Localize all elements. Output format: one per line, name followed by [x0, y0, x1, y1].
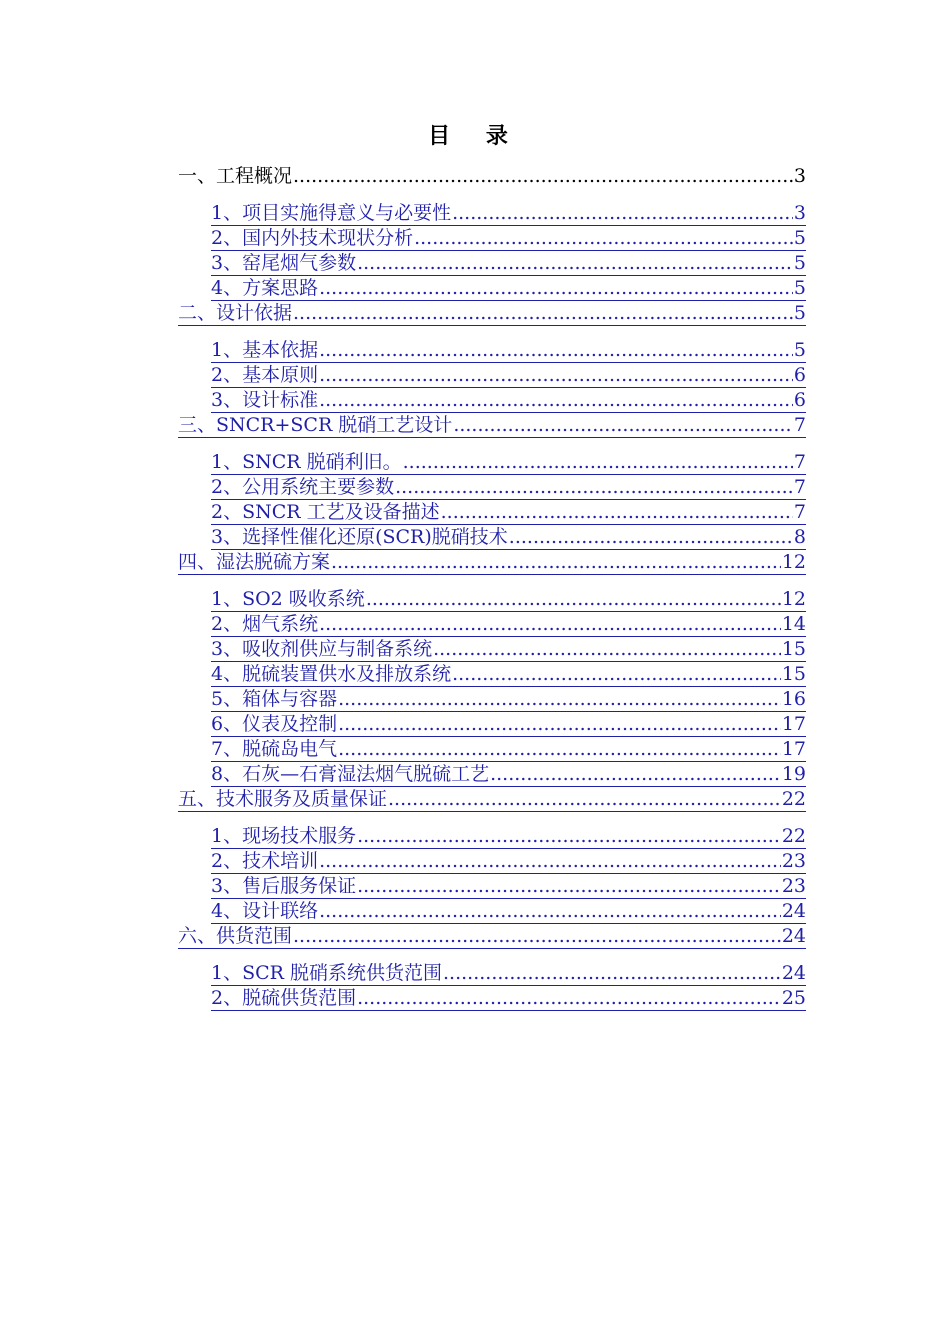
- toc-subsection-entry[interactable]: [211, 276, 806, 301]
- toc-page-number: 5: [793, 277, 806, 299]
- toc-entry-label: 2、脱硫供货范围: [211, 987, 357, 1009]
- toc-subsection-entry[interactable]: [211, 363, 806, 388]
- toc-page-number: 5: [793, 302, 806, 324]
- toc-dot-leader: [331, 550, 781, 574]
- toc-page-number: 24: [781, 900, 806, 922]
- toc-dot-leader: [357, 986, 781, 1010]
- toc-page-number: 19: [781, 763, 806, 785]
- toc-subsection-entry[interactable]: [211, 737, 806, 762]
- toc-entry-label: 2、基本原则: [211, 364, 319, 386]
- toc-dot-leader: [319, 388, 793, 412]
- toc-page-number: 7: [793, 414, 806, 436]
- toc-entry-label: 四、湿法脱硫方案: [178, 551, 331, 573]
- toc-page-number: 3: [793, 202, 806, 224]
- toc-dot-leader: [453, 413, 793, 437]
- toc-page-number: 15: [781, 663, 806, 685]
- toc-entry-label: 一、工程概况: [178, 165, 293, 187]
- toc-dot-leader: [338, 737, 781, 761]
- toc-page-number: 6: [793, 364, 806, 386]
- toc-entry-label: 二、设计依据: [178, 302, 293, 324]
- toc-entry-label: 6、仪表及控制: [211, 713, 338, 735]
- toc-entry-label: 1、基本依据: [211, 339, 319, 361]
- toc-entry-label: 1、SO2 吸收系统: [211, 588, 365, 610]
- toc-dot-leader: [441, 500, 793, 524]
- toc-subsection-entry[interactable]: [211, 226, 806, 251]
- toc-entry-label: 1、现场技术服务: [211, 825, 357, 847]
- toc-dot-leader: [338, 687, 781, 711]
- toc-dot-leader: [293, 164, 793, 188]
- toc-dot-leader: [319, 899, 781, 923]
- toc-section-entry[interactable]: [178, 550, 806, 575]
- toc-entry-label: 2、国内外技术现状分析: [211, 227, 414, 249]
- toc-entry-label: 1、SCR 脱硝系统供货范围: [211, 962, 442, 984]
- toc-entry-label: 六、供货范围: [178, 925, 293, 947]
- toc-entry-label: 4、脱硫装置供水及排放系统: [211, 663, 452, 685]
- toc-subsection-entry[interactable]: [211, 338, 806, 363]
- toc-subsection-entry[interactable]: [211, 612, 806, 637]
- toc-page-number: 24: [781, 925, 806, 947]
- toc-entry-label: 2、烟气系统: [211, 613, 319, 635]
- toc-section-entry[interactable]: [178, 413, 806, 438]
- toc-dot-leader: [357, 874, 781, 898]
- toc-subsection-entry[interactable]: [211, 712, 806, 737]
- toc-subsection-entry[interactable]: [211, 251, 806, 276]
- toc-dot-leader: [388, 787, 781, 811]
- toc-dot-leader: [433, 637, 781, 661]
- toc-page-number: 17: [781, 713, 806, 735]
- toc-subsection-entry[interactable]: [211, 525, 806, 550]
- toc-entry-label: 3、窑尾烟气参数: [211, 252, 357, 274]
- toc-dot-leader: [319, 849, 781, 873]
- toc-section-entry[interactable]: [178, 787, 806, 812]
- toc-title: 目 录: [428, 123, 522, 149]
- toc-entry-label: 3、设计标准: [211, 389, 319, 411]
- toc-dot-leader: [319, 363, 793, 387]
- toc-entry-label: 3、吸收剂供应与制备系统: [211, 638, 433, 660]
- toc-dot-leader: [366, 587, 781, 611]
- toc-page-number: 7: [793, 451, 806, 473]
- toc-subsection-entry[interactable]: [211, 637, 806, 662]
- toc-page-number: 5: [793, 227, 806, 249]
- toc-dot-leader: [395, 475, 793, 499]
- toc-dot-leader: [509, 525, 793, 549]
- toc-entry-label: 5、箱体与容器: [211, 688, 338, 710]
- toc-page-number: 25: [781, 987, 806, 1009]
- toc-section-entry[interactable]: [178, 301, 806, 326]
- toc-entry-label: 3、选择性催化还原(SCR)脱硝技术: [211, 526, 508, 548]
- toc-dot-leader: [293, 301, 793, 325]
- toc-entry-label: 五、技术服务及质量保证: [178, 788, 388, 810]
- toc-subsection-entry[interactable]: [211, 874, 806, 899]
- toc-entry-label: 2、技术培训: [211, 850, 319, 872]
- toc-entry-label: 1、项目实施得意义与必要性: [211, 202, 452, 224]
- toc-page-number: 24: [781, 962, 806, 984]
- toc-page-number: 3: [793, 165, 806, 187]
- toc-subsection-entry[interactable]: [211, 388, 806, 413]
- toc-entry-label: 2、SNCR 工艺及设备描述: [211, 501, 440, 523]
- toc-dot-leader: [414, 226, 793, 250]
- toc-entry-label: 3、售后服务保证: [211, 875, 357, 897]
- toc-dot-leader: [490, 762, 781, 786]
- toc-entry-label: 1、SNCR 脱硝利旧。: [211, 451, 402, 473]
- toc-subsection-entry[interactable]: [211, 899, 806, 924]
- toc-dot-leader: [403, 450, 793, 474]
- toc-dot-leader: [357, 824, 781, 848]
- toc-dot-leader: [319, 276, 793, 300]
- toc-dot-leader: [293, 924, 781, 948]
- toc-page-number: 8: [793, 526, 806, 548]
- toc-page-number: 15: [781, 638, 806, 660]
- toc-page-number: 22: [781, 825, 806, 847]
- toc-subsection-entry[interactable]: [211, 762, 806, 787]
- toc-section-entry[interactable]: [178, 924, 806, 949]
- toc-page-number: 6: [793, 389, 806, 411]
- toc-subsection-entry[interactable]: [211, 961, 806, 986]
- toc-dot-leader: [452, 662, 781, 686]
- toc-page-number: 7: [793, 501, 806, 523]
- toc-subsection-entry[interactable]: [211, 587, 806, 612]
- toc-page-number: 7: [793, 476, 806, 498]
- toc-page-number: 22: [781, 788, 806, 810]
- toc-entry-label: 7、脱硫岛电气: [211, 738, 338, 760]
- toc-dot-leader: [452, 201, 793, 225]
- toc-page-number: 17: [781, 738, 806, 760]
- toc-page-number: 12: [781, 588, 806, 610]
- toc-subsection-entry[interactable]: [211, 450, 806, 475]
- toc-dot-leader: [443, 961, 781, 985]
- toc-dot-leader: [319, 612, 781, 636]
- toc-entry-label: 2、公用系统主要参数: [211, 476, 395, 498]
- toc-page-number: 12: [781, 551, 806, 573]
- toc-entry-label: 三、SNCR+SCR 脱硝工艺设计: [178, 414, 453, 436]
- toc-page-number: 16: [781, 688, 806, 710]
- toc-subsection-entry[interactable]: [211, 500, 806, 525]
- toc-entry-label: 4、设计联络: [211, 900, 319, 922]
- toc-page-number: 23: [781, 875, 806, 897]
- toc-section-entry[interactable]: [178, 164, 806, 188]
- toc-subsection-entry[interactable]: [211, 824, 806, 849]
- toc-entry-label: 8、石灰—石膏湿法烟气脱硫工艺: [211, 763, 490, 785]
- toc-subsection-entry[interactable]: [211, 849, 806, 874]
- toc-dot-leader: [357, 251, 793, 275]
- toc-dot-leader: [338, 712, 781, 736]
- toc-page-number: 5: [793, 252, 806, 274]
- toc-subsection-entry[interactable]: [211, 662, 806, 687]
- toc-subsection-entry[interactable]: [211, 475, 806, 500]
- toc-entry-label: 4、方案思路: [211, 277, 319, 299]
- toc-page-number: 5: [793, 339, 806, 361]
- toc-subsection-entry[interactable]: [211, 687, 806, 712]
- toc-page-number: 14: [781, 613, 806, 635]
- toc-subsection-entry[interactable]: [211, 201, 806, 226]
- toc-subsection-entry[interactable]: [211, 986, 806, 1011]
- toc-dot-leader: [319, 338, 793, 362]
- toc-page-number: 23: [781, 850, 806, 872]
